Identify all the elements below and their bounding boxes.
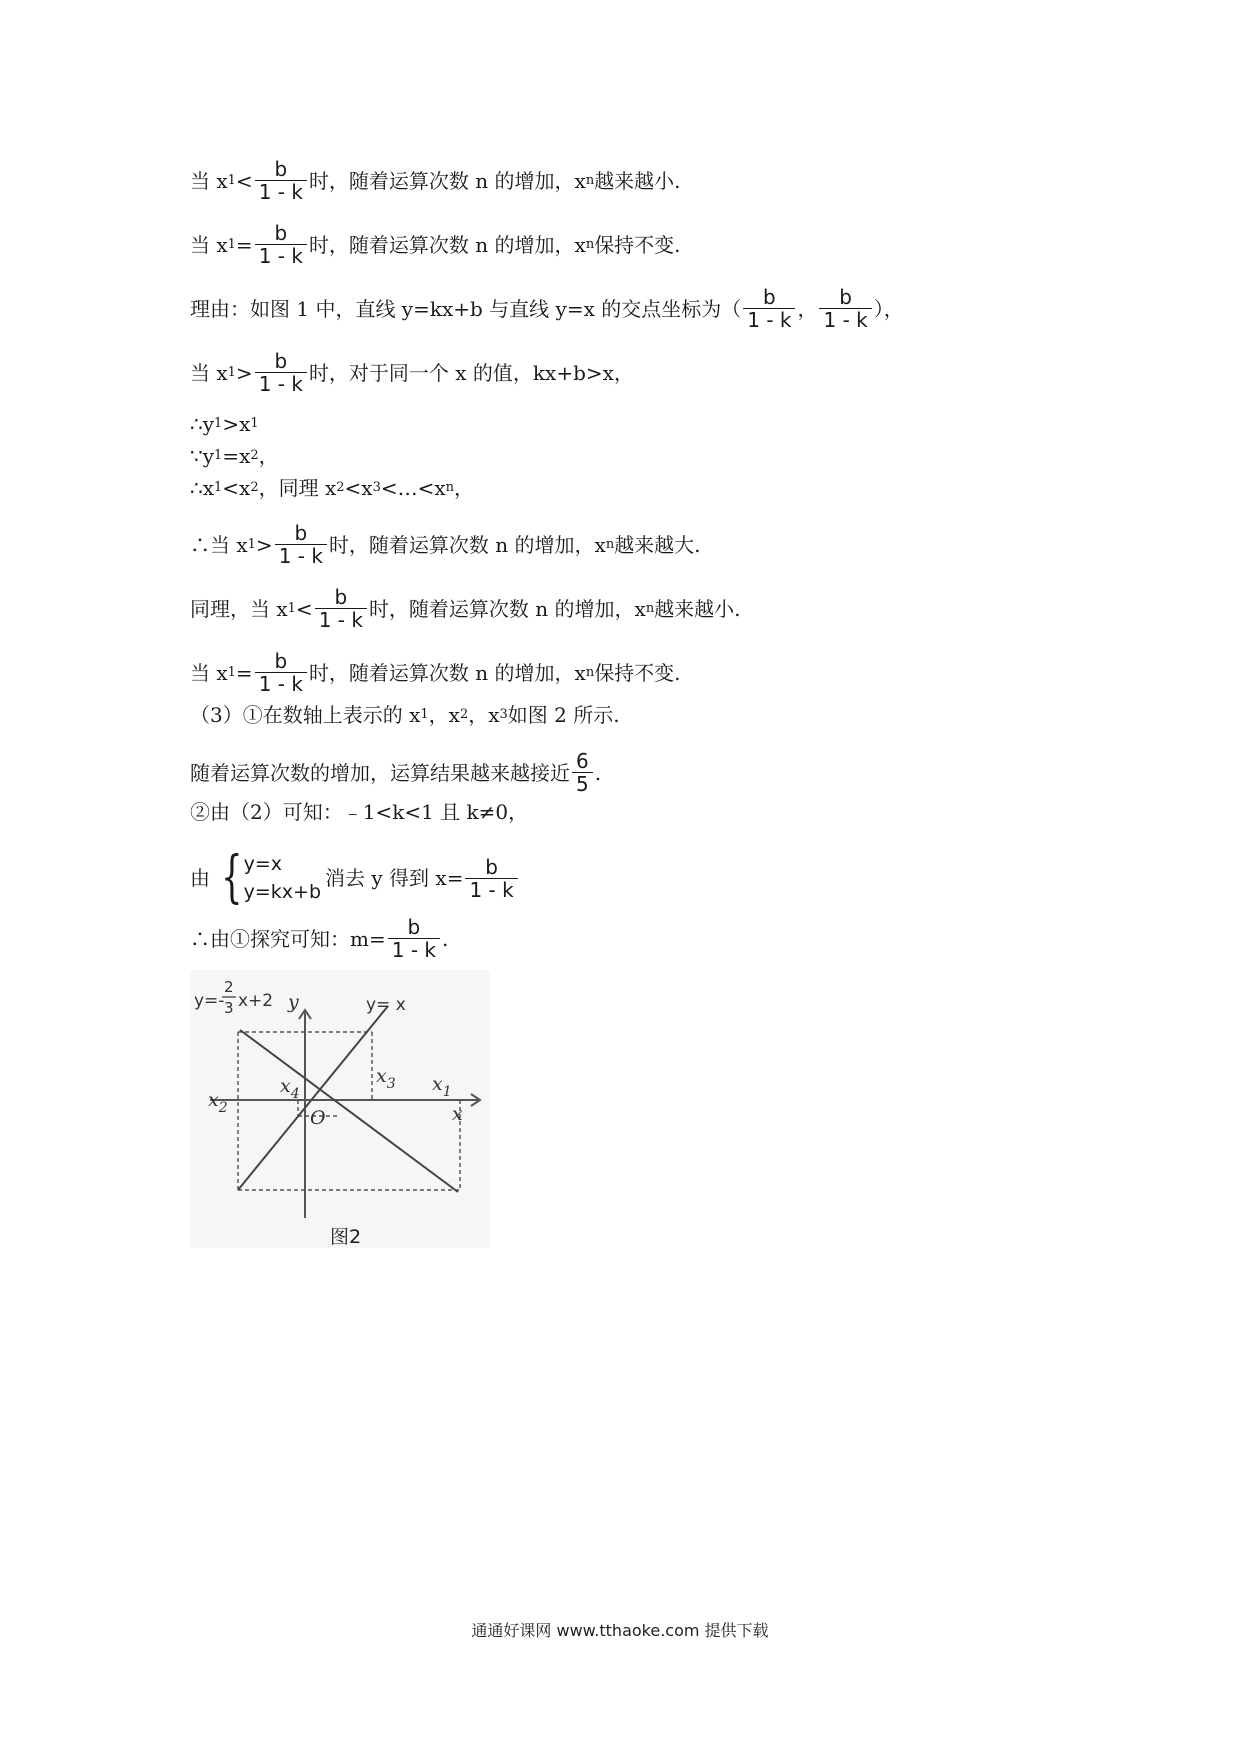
y-axis-label: y: [288, 991, 299, 1013]
line1-rest: x+2: [238, 991, 274, 1011]
text-line-13: ②由（2）可知：﹣1<k<1 且 k≠0，: [190, 800, 529, 824]
fraction-6-over-5: $\frac{6}{5}$: [572, 750, 593, 795]
x4-label: $x_4$: [280, 1075, 300, 1102]
line1-numerator: 2: [224, 978, 234, 996]
fraction-b-over-1-minus-k: $\frac{b}{1 - k}$: [255, 350, 307, 395]
text-line-14: 由 { y=x y=kx+b 消去 y 得到 x= $\frac{b}{1 - k}$: [190, 850, 520, 906]
x-axis-label: x: [452, 1103, 463, 1125]
fraction-b-over-1-minus-k: $\frac{b}{1 - k}$: [743, 286, 795, 331]
text-line-11: （3）①在数轴上表示的 x 1 ，x 2 ，x 3 如图 2 所示.: [190, 703, 620, 727]
text-line-7: ∴x 1 <x 2 ，同理 x 2 <x 3 <…<x n ，: [190, 476, 475, 500]
fraction-b-over-1-minus-k: $\frac{b}{1 - k}$: [255, 158, 307, 203]
figure-2: [190, 970, 490, 1248]
fraction-b-over-1-minus-k: $\frac{b}{1 - k}$: [275, 522, 327, 567]
text-line-2: 当 x 1 = $\frac{b}{1 - k}$ 时，随着运算次数 n 的增加，x n 保持不变.: [190, 221, 681, 268]
fraction-b-over-1-minus-k: $\frac{b}{1 - k}$: [255, 222, 307, 267]
text-line-5: ∴y 1 >x 1: [190, 412, 259, 436]
text-line-9: 同理，当 x 1 < $\frac{b}{1 - k}$ 时，随着运算次数 n 的增加，x n 越来越小.: [190, 585, 741, 632]
text-line-1: 当 x 1 < $\frac{b}{1 - k}$ 时，随着运算次数 n 的增加，x n 越来越小.: [190, 157, 681, 204]
text-line-10: 当 x 1 = $\frac{b}{1 - k}$ 时，随着运算次数 n 的增加，x n 保持不变.: [190, 649, 681, 696]
x3-label: $x_3$: [376, 1065, 396, 1092]
x1-label: $x_1$: [432, 1073, 452, 1100]
text-line-6: ∵y 1 =x 2 ，: [190, 444, 279, 468]
fraction-b-over-1-minus-k: $\frac{b}{1 - k}$: [388, 916, 440, 961]
fraction-b-over-1-minus-k: $\frac{b}{1 - k}$: [315, 586, 367, 631]
fraction-b-over-1-minus-k: $\frac{b}{1 - k}$: [819, 286, 871, 331]
text-line-8: ∴当 x 1 > $\frac{b}{1 - k}$ 时，随着运算次数 n 的增加，x n 越来越大.: [190, 521, 701, 568]
line1-denominator: 3: [224, 999, 234, 1017]
brace-icon: {: [221, 845, 243, 910]
x2-label: $x_2$: [208, 1089, 228, 1116]
line-y-equals-x: [238, 1006, 388, 1190]
text-line-12: 随着运算次数的增加，运算结果越来越接近 $\frac{6}{5}$ .: [190, 749, 602, 796]
fraction-b-over-1-minus-k: $\frac{b}{1 - k}$: [255, 650, 307, 695]
text-line-4: 当 x 1 > $\frac{b}{1 - k}$ 时，对于同一个 x 的值，kx+b>x，: [190, 349, 634, 396]
fraction-b-over-1-minus-k: $\frac{b}{1 - k}$: [465, 856, 517, 901]
figure-caption: 图2: [330, 1226, 362, 1248]
origin-label: O: [310, 1107, 326, 1129]
line1-label: y=-: [194, 991, 225, 1011]
footer-credit: 通通好课网 www.tthaoke.com 提供下载: [471, 1621, 769, 1640]
line2-label: y= x: [366, 995, 406, 1015]
text-line-3: 理由：如图 1 中，直线 y=kx+b 与直线 y=x 的交点坐标为（ $\frac{b}{1 - k}$ ， $\frac{b}{1 - k}$ ），: [190, 285, 904, 332]
graph-diagram: [190, 970, 490, 1248]
text-line-15: ∴由①探究可知：m= $\frac{b}{1 - k}$ .: [190, 915, 449, 962]
equation-system: { y=x y=kx+b: [221, 845, 322, 910]
